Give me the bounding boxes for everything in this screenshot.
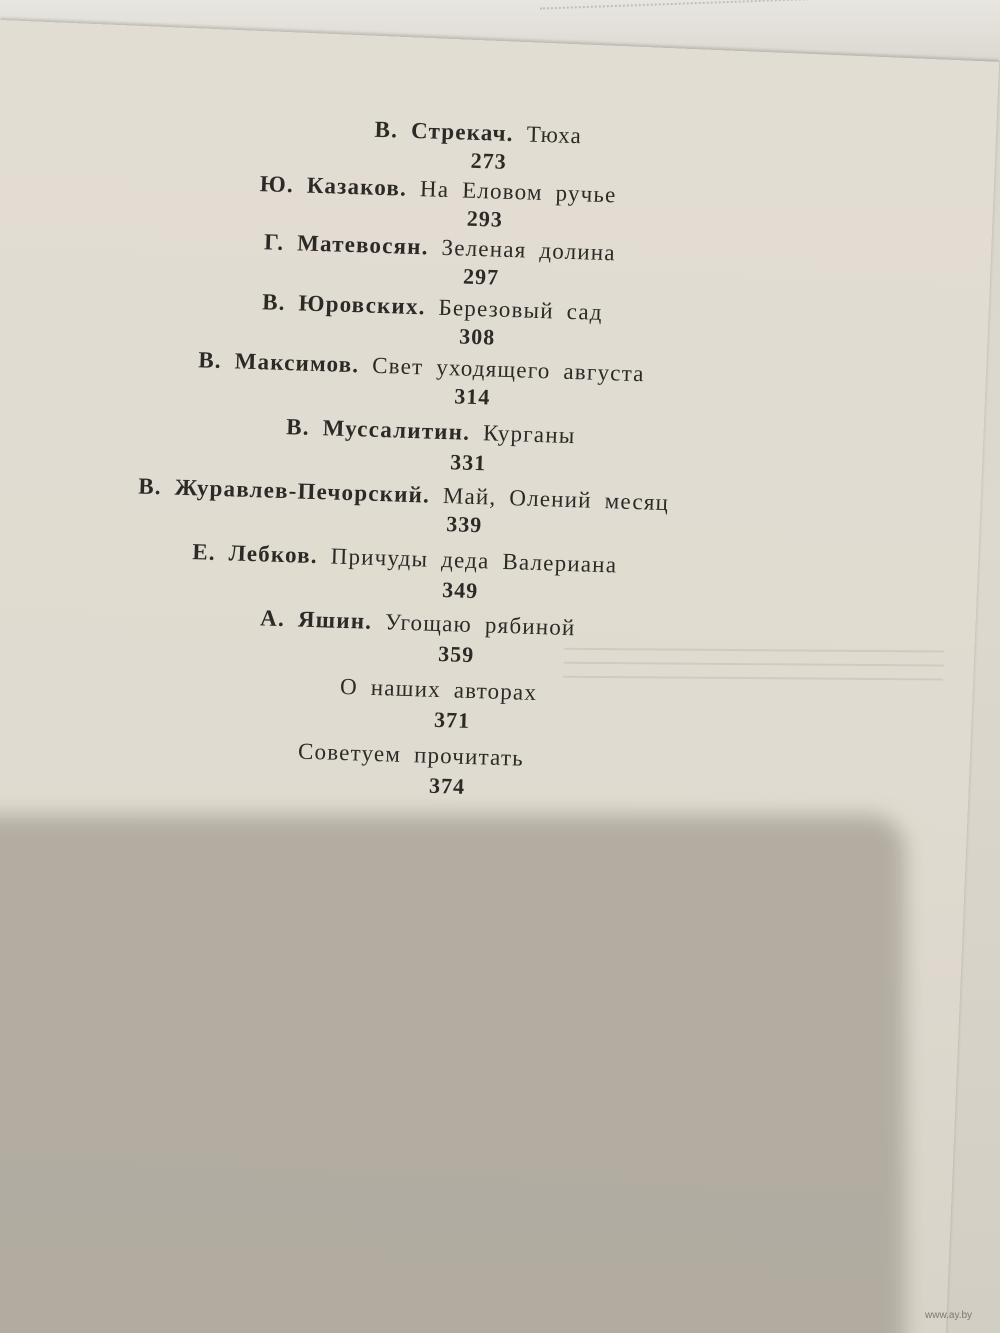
toc-entry-work: Тюха (526, 121, 583, 149)
toc-entry-page: 297 (462, 263, 500, 290)
toc-entry-page: 374 (428, 772, 466, 799)
toc-entry-page: 331 (449, 449, 487, 476)
watermark: www.ay.by (925, 1310, 973, 1321)
toc-entry-title (340, 674, 538, 706)
toc-entry-work: Причуды деда Валериана (330, 543, 618, 578)
toc-entry-work: Советуем прочитать (297, 738, 525, 771)
toc-entry-page: 293 (466, 205, 504, 232)
toc-entry-title (374, 117, 582, 150)
toc-entry-page: 314 (453, 383, 491, 410)
toc-entry-title (260, 605, 576, 641)
toc-entry-title (192, 539, 618, 578)
toc-entry-work: Зеленая долина (441, 234, 617, 266)
toc-entry-author: В. Юровских. (261, 289, 427, 320)
toc-entry-author: Г. Матевосян. (263, 229, 430, 260)
toc-entry-title (138, 473, 670, 516)
toc-entry-title (286, 414, 576, 449)
toc-entry-page: 349 (441, 577, 479, 604)
toc-entry-title (198, 347, 645, 387)
toc-entry-author: Ю. Казаков. (259, 171, 408, 201)
toc-entry-author: А. Яшин. (259, 605, 373, 634)
toc-entry-title (264, 229, 617, 266)
toc-entry-title (262, 289, 603, 326)
toc-entry-page: 308 (458, 323, 496, 350)
toc-entry-title (259, 171, 617, 208)
toc-entry-page: 371 (433, 706, 471, 733)
toc-entry-work: Май, Олений месяц (442, 483, 670, 516)
toc-entry-work: Курганы (482, 420, 576, 449)
toc-entry-work: Березовый сад (438, 294, 604, 325)
toc-entry-title (298, 739, 525, 772)
toc-entry-page: 359 (437, 640, 475, 668)
toc-entry-author: Е. Лебков. (191, 539, 319, 569)
toc-entry-author: В. Муссалитин. (285, 414, 471, 445)
toc-entry-work: Угощаю рябиной (384, 609, 576, 641)
toc-entry-page: 339 (445, 511, 483, 538)
toc-entry-work: На Еловом ручье (419, 176, 617, 208)
toc-entry-author: В. Стрекач. (374, 116, 515, 147)
toc-entry-author: В. Журавлев-Печорский. (137, 473, 431, 508)
toc-entry-page: 273 (470, 147, 508, 174)
toc-entry-work: О наших авторах (339, 673, 538, 706)
toc-entry-work: Свет уходящего августа (371, 352, 646, 387)
toc-entry-author: В. Максимов. (197, 347, 360, 378)
